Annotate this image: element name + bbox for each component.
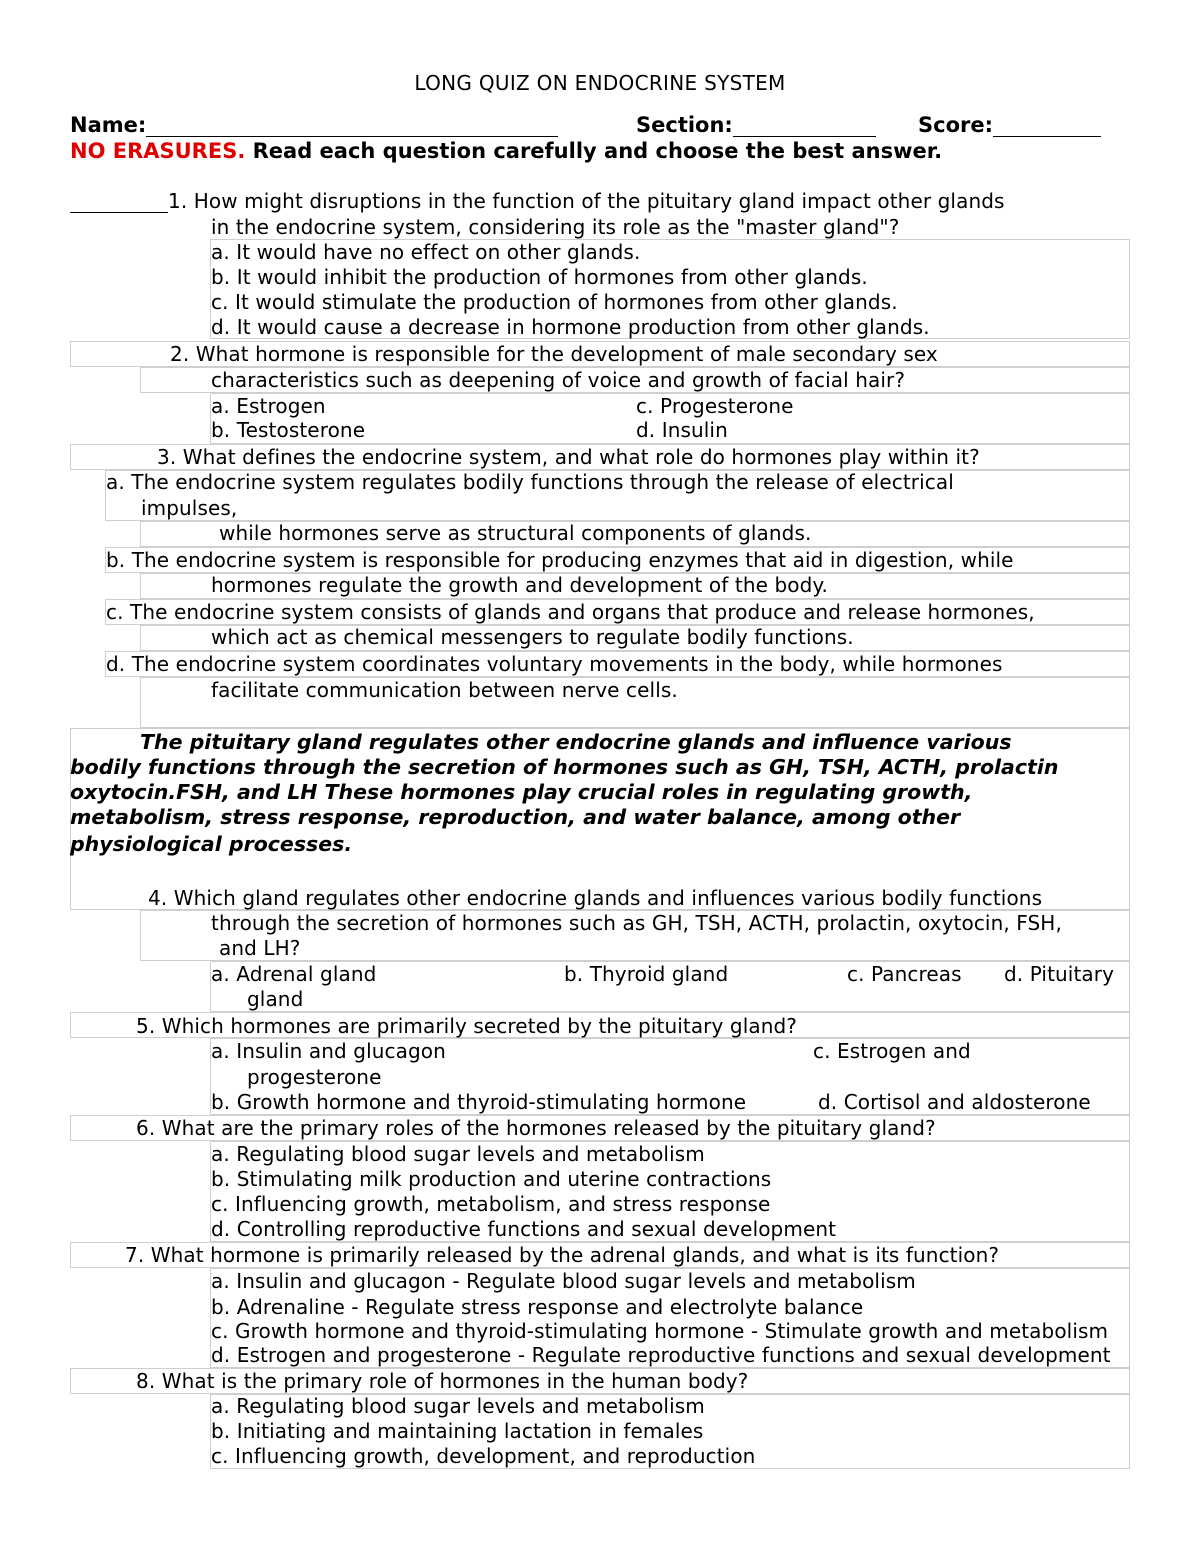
q3-choice-c: c. The endocrine system consists of glands and organs that produce and release hormones,: [106, 600, 1035, 624]
no-erasures-warning: NO ERASURES.: [70, 139, 246, 163]
section-blank[interactable]: [733, 116, 876, 137]
q2-choice-b: b. Testosterone: [211, 418, 366, 442]
q2-text: 2. What hormone is responsible for the development of male secondary sex: [170, 342, 938, 366]
q3-choice-d-2: facilitate communication between nerve cells.: [211, 678, 678, 702]
passage-line-3: oxytocin.FSH, and LH These hormones play crucial roles in regulating growth,: [70, 780, 973, 804]
q6-choice-d: d. Controlling reproductive functions and sexual development: [211, 1217, 837, 1241]
q2-choice-a: a. Estrogen: [211, 394, 326, 418]
q6-text: 6. What are the primary roles of the hormones released by the pituitary gland?: [136, 1116, 936, 1140]
passage-line-5: physiological processes.: [70, 832, 353, 856]
q4-choice-d: d. Pituitary: [1004, 962, 1115, 986]
q6-choice-b: b. Stimulating milk production and uterine contractions: [211, 1167, 772, 1191]
q4-choice-c: c. Pancreas: [847, 962, 962, 986]
q2-choice-c: c. Progesterone: [636, 394, 794, 418]
q4-choice-d-2: gland: [247, 987, 304, 1011]
q1-choice-a: a. It would have no effect on other glands.: [211, 240, 641, 264]
instructions: [70, 139, 942, 163]
passage-line-4: metabolism, stress response, reproduction, and water balance, among other: [70, 805, 961, 829]
q3-choice-b: b. The endocrine system is responsible for producing enzymes that aid in digestion, while: [106, 548, 1014, 572]
q2-text-2: characteristics such as deepening of voice and growth of facial hair?: [211, 368, 906, 392]
q5-choice-d: d. Cortisol and aldosterone: [818, 1090, 1091, 1114]
question-1: [70, 189, 1005, 213]
instruction-text: Read each question carefully and choose the best answer.: [245, 139, 943, 163]
q3-choice-d: d. The endocrine system coordinates voluntary movements in the body, while hormones: [106, 652, 1003, 676]
score-blank[interactable]: [993, 116, 1101, 137]
q6-choice-a: a. Regulating blood sugar levels and metabolism: [211, 1142, 705, 1166]
q3-text: 3. What defines the endocrine system, and what role do hormones play within it?: [157, 445, 980, 469]
q1-text-2: in the endocrine system, considering its role as the "master gland"?: [211, 215, 900, 239]
q4-text-3: and LH?: [219, 936, 301, 960]
passage-line-2: bodily functions through the secretion of hormones such as GH, TSH, ACTH, prolactin: [70, 755, 1059, 779]
q7-text: 7. What hormone is primarily released by the adrenal glands, and what is its function?: [125, 1243, 1000, 1267]
q5-text: 5. Which hormones are primarily secreted by the pituitary gland?: [136, 1014, 797, 1038]
q3-choice-a: a. The endocrine system regulates bodily functions through the release of electrical: [106, 470, 954, 494]
q3-choice-c-2: which act as chemical messengers to regulate bodily functions.: [211, 625, 854, 649]
q1-text: 1. How might disruptions in the function of the pituitary gland impact other glands: [168, 189, 1005, 213]
q8-choice-c: c. Influencing growth, development, and reproduction: [211, 1444, 756, 1468]
q5-choice-c: c. Estrogen and: [813, 1039, 971, 1063]
name-field[interactable]: [70, 113, 558, 137]
q5-choice-a: a. Insulin and glucagon: [211, 1039, 446, 1063]
q4-choice-b: b. Thyroid gland: [564, 962, 729, 986]
q3-choice-b-2: hormones regulate the growth and development of the body.: [211, 573, 828, 597]
score-field[interactable]: [918, 113, 1101, 137]
q1-choice-d: d. It would cause a decrease in hormone production from other glands.: [211, 315, 930, 339]
q7-choice-a: a. Insulin and glucagon - Regulate blood sugar levels and metabolism: [211, 1269, 916, 1293]
q7-choice-d: d. Estrogen and progesterone - Regulate reproductive functions and sexual development: [211, 1343, 1111, 1367]
name-blank[interactable]: [146, 116, 558, 137]
q7-choice-b: b. Adrenaline - Regulate stress response and electrolyte balance: [211, 1295, 864, 1319]
q7-choice-c: c. Growth hormone and thyroid-stimulating hormone - Stimulate growth and metabolism: [211, 1319, 1109, 1343]
answer-blank-1[interactable]: [70, 192, 168, 213]
q8-text: 8. What is the primary role of hormones in the human body?: [136, 1369, 749, 1393]
q3-choice-a-3: while hormones serve as structural components of glands.: [219, 521, 812, 545]
section-field[interactable]: [636, 113, 876, 137]
name-label: Name:: [70, 113, 147, 137]
score-label: Score:: [918, 113, 993, 137]
q1-choice-b: b. It would inhibit the production of hormones from other glands.: [211, 265, 868, 289]
q1-choice-c: c. It would stimulate the production of hormones from other glands.: [211, 290, 898, 314]
passage-line-1: The pituitary gland regulates other endocrine glands and influence various: [140, 730, 1012, 754]
q4-choice-a: a. Adrenal gland: [211, 962, 377, 986]
page-title: LONG QUIZ ON ENDOCRINE SYSTEM: [414, 71, 786, 95]
section-label: Section:: [636, 113, 733, 137]
q3-choice-a-2: impulses,: [141, 496, 238, 520]
q6-choice-c: c. Influencing growth, metabolism, and stress response: [211, 1192, 771, 1216]
q2-choice-d: d. Insulin: [636, 418, 728, 442]
q4-text-2: through the secretion of hormones such as GH, TSH, ACTH, prolactin, oxytocin, FSH,: [211, 911, 1062, 935]
q8-choice-b: b. Initiating and maintaining lactation in females: [211, 1419, 704, 1443]
q5-choice-b: b. Growth hormone and thyroid-stimulating hormone: [211, 1090, 747, 1114]
q5-choice-c-2: progesterone: [247, 1065, 382, 1089]
q4-text: 4. Which gland regulates other endocrine glands and influences various bodily functions: [148, 886, 1043, 910]
q8-choice-a: a. Regulating blood sugar levels and metabolism: [211, 1394, 705, 1418]
